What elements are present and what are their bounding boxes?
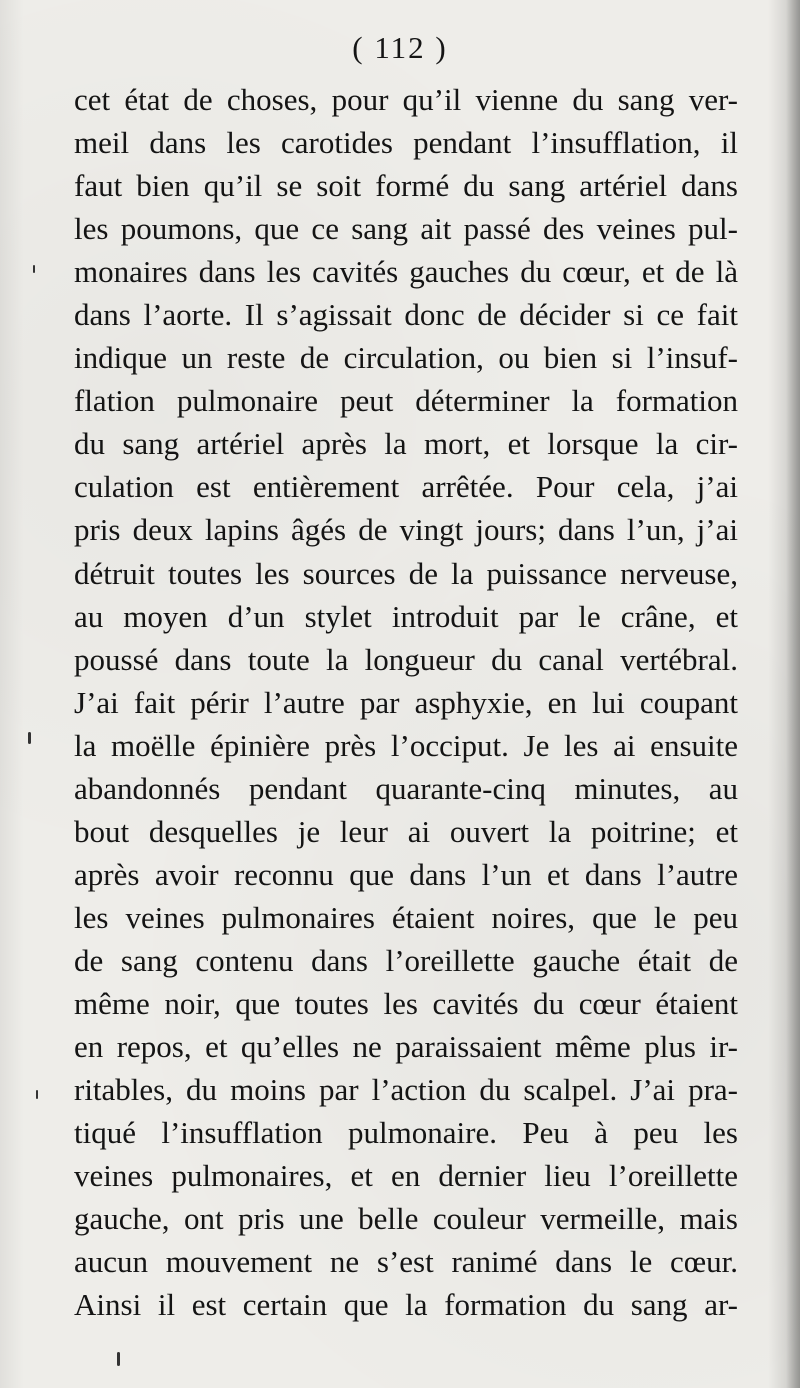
body-text (74, 78, 738, 1326)
page-number: ( 112 ) (352, 30, 448, 65)
paper-speck (28, 732, 31, 744)
text-line: la moëlle épinière près l’occiput. Je les ai ensuite (74, 727, 738, 763)
text-line: abandonnés pendant quarante-cinq minutes, au (74, 770, 738, 806)
page-edge-shadow (786, 0, 800, 1388)
text-line: veines pulmonaires, et en dernier lieu l’oreillette (74, 1158, 738, 1194)
text-line: du sang artériel après la mort, et lorsque la cir- (74, 426, 738, 462)
paper-speck (117, 1352, 120, 1366)
text-line: détruit toutes les sources de la puissance nerveuse, (74, 555, 738, 591)
text-line: monaires dans les cavités gauches du cœur, et de là (74, 254, 738, 290)
text-line: ritables, du moins par l’action du scalpel. J’ai pra- (74, 1072, 738, 1108)
text-line: de sang contenu dans l’oreillette gauche était de (74, 942, 738, 978)
paper-speck (33, 265, 35, 273)
text-line: Ainsi il est certain que la formation du sang ar- (74, 1287, 738, 1323)
text-line: au moyen d’un stylet introduit par le crâne, et (74, 598, 738, 634)
text-line: dans l’aorte. Il s’agissait donc de décider si ce fait (74, 297, 738, 333)
text-line: culation est entièrement arrêtée. Pour cela, j’ai (74, 469, 738, 505)
text-line: indique un reste de circulation, ou bien si l’insuf- (74, 340, 738, 376)
text-line: tiqué l’insufflation pulmonaire. Peu à peu les (74, 1115, 738, 1151)
text-line: faut bien qu’il se soit formé du sang artériel dans (74, 168, 738, 204)
paper-speck (36, 1090, 38, 1099)
text-line: cet état de choses, pour qu’il vienne du sang ver- (74, 82, 738, 117)
text-line: aucun mouvement ne s’est ranimé dans le cœur. (74, 1244, 738, 1280)
text-line: bout desquelles je leur ai ouvert la poitrine; et (74, 813, 738, 849)
text-line: flation pulmonaire peut déterminer la formation (74, 383, 738, 419)
text-line: en repos, et qu’elles ne paraissaient même plus ir- (74, 1029, 738, 1065)
text-line: les veines pulmonaires étaient noires, que le peu (74, 899, 738, 935)
text-line: même noir, que toutes les cavités du cœur étaient (74, 985, 738, 1021)
text-line: poussé dans toute la longueur du canal vertébral. (74, 641, 738, 677)
text-line: J’ai fait périr l’autre par asphyxie, en lui coupant (74, 684, 738, 720)
text-line: meil dans les carotides pendant l’insufflation, il (74, 125, 738, 161)
text-line: les poumons, que ce sang ait passé des veines pul- (74, 211, 738, 247)
text-line: après avoir reconnu que dans l’un et dans l’autre (74, 856, 738, 892)
text-line: gauche, ont pris une belle couleur vermeille, mais (74, 1201, 738, 1237)
text-line: pris deux lapins âgés de vingt jours; dans l’un, j’ai (74, 512, 738, 548)
